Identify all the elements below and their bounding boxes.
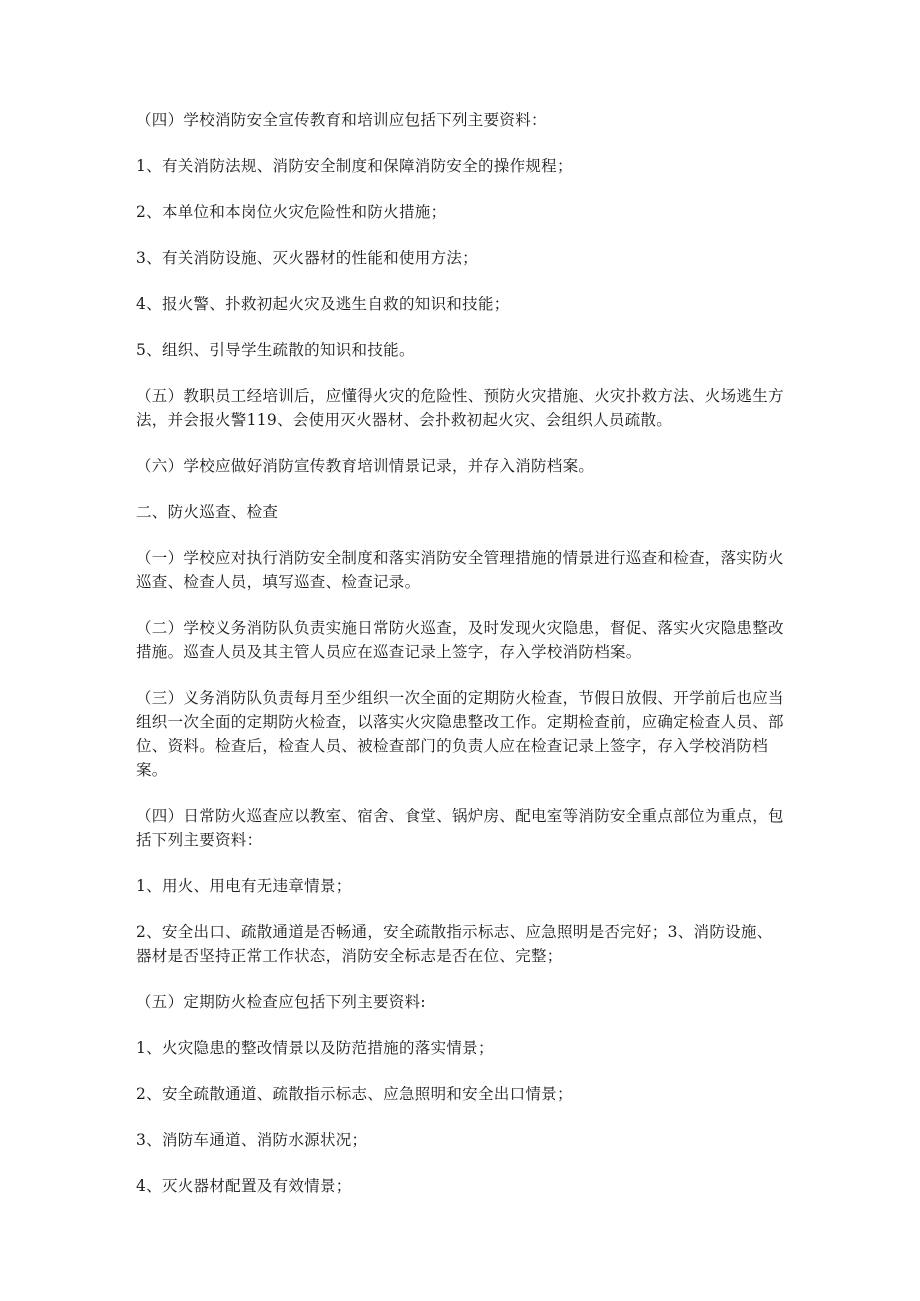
paragraph-5: 4、报火警、扑救初起火灾及逃生自救的知识和技能； [136, 295, 510, 313]
paragraph-15: 2、安全出口、疏散通道是否畅通，安全疏散指示标志、应急照明是否完好；3、消防设施、器材是否坚持正常工作状态，消防安全标志是否在位、完整； [136, 923, 773, 965]
paragraph-11: （二）学校义务消防队负责实施日常防火巡查，及时发现火灾隐患，督促、落实火灾隐患整改措施。巡查人员及其主管人员应在巡查记录上签字，存入学校消防档案。 [136, 619, 784, 661]
paragraph-17: 1、火灾隐患的整改情景以及防范措施的落实情景； [136, 1039, 494, 1057]
paragraph-10: （一）学校应对执行消防安全制度和落实消防安全管理措施的情景进行巡查和检查，落实防火巡查、检查人员，填写巡查、检查记录。 [136, 549, 784, 591]
paragraph-12: （三）义务消防队负责每月至少组织一次全面的定期防火检查，节假日放假、开学前后也应当组织一次全面的定期防火检查，以落实火灾隐患整改工作。定期检查前，应确定检查人员、部位、资料。检查后，检查人员、被检查部门的负责人应在检查记录上签字，存入学校消防档案。 [136, 689, 784, 779]
paragraph-14: 1、用火、用电有无违章情景； [136, 877, 352, 895]
paragraph-8: （六）学校应做好消防宣传教育培训情景记录，并存入消防档案。 [136, 457, 595, 475]
paragraph-4: 3、有关消防设施、灭火器材的性能和使用方法； [136, 249, 478, 267]
paragraph-7: （五）教职员工经培训后，应懂得火灾的危险性、预防火灾措施、火灾扑救方法、火场逃生方法，并会报火警119、会使用灭火器材、会扑救初起火灾、会组织人员疏散。 [136, 387, 784, 429]
paragraph-13: （四）日常防火巡查应以教室、宿舍、食堂、锅炉房、配电室等消防安全重点部位为重点，包括下列主要资料： [136, 807, 784, 849]
paragraph-1: （四）学校消防安全宣传教育和培训应包括下列主要资料： [136, 111, 547, 129]
document-body [136, 108, 786, 1220]
paragraph-20: 4、灭火器材配置及有效情景； [136, 1177, 352, 1195]
paragraph-2: 1、有关消防法规、消防安全制度和保障消防安全的操作规程； [136, 157, 573, 175]
paragraph-19: 3、消防车通道、消防水源状况； [136, 1131, 368, 1149]
section-heading-fire-inspection: 二、防火巡查、检查 [136, 503, 279, 521]
paragraph-6: 5、组织、引导学生疏散的知识和技能。 [136, 341, 415, 359]
paragraph-16: （五）定期防火检查应包括下列主要资料: [136, 993, 426, 1011]
paragraph-18: 2、安全疏散通道、疏散指示标志、应急照明和安全出口情景； [136, 1085, 573, 1103]
paragraph-3: 2、本单位和本岗位火灾危险性和防火措施； [136, 203, 447, 221]
